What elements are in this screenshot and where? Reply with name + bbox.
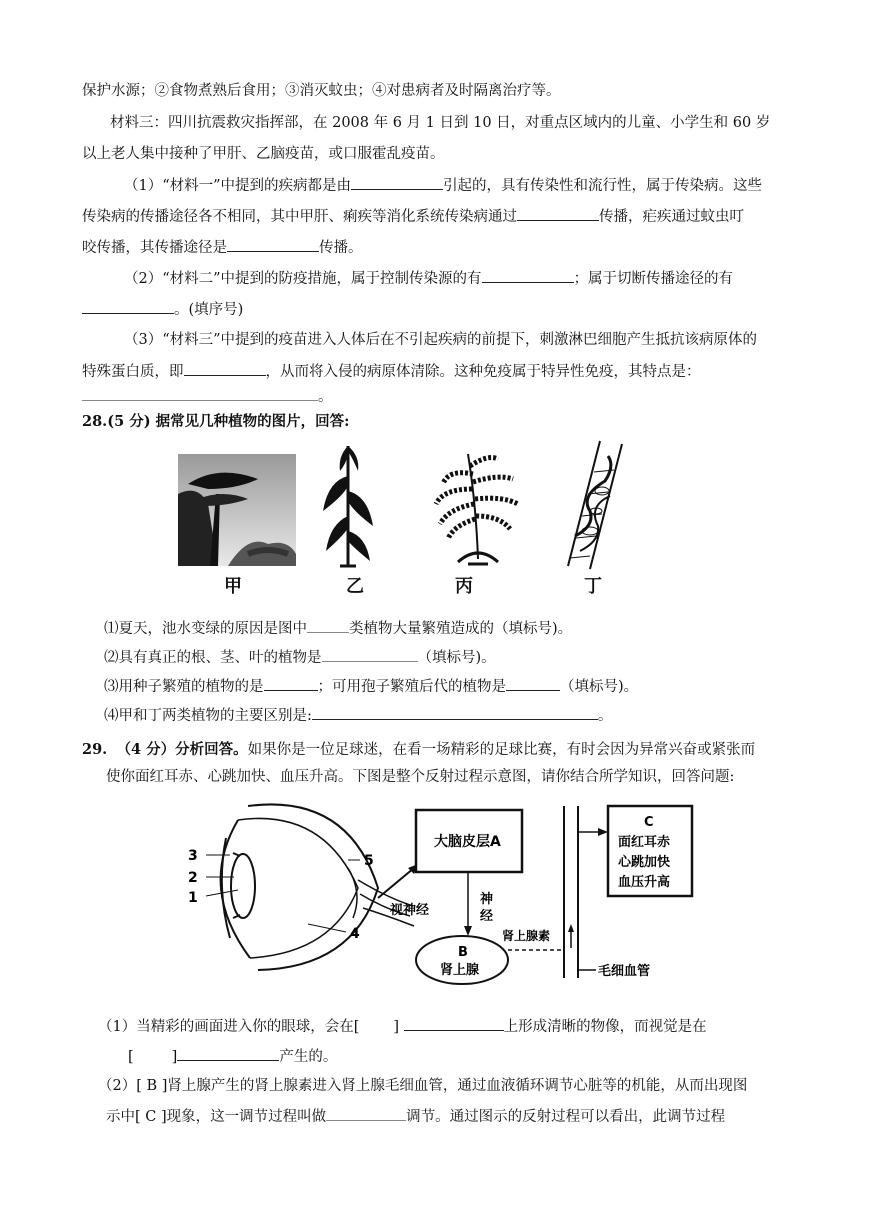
question-29-1 bbox=[98, 1016, 707, 1037]
capillary-label: 毛细血管 bbox=[598, 964, 651, 979]
question-text: ⑷甲和丁两类植物的主要区别是: bbox=[104, 708, 312, 724]
question-text: 类植物大量繁殖造成的（填标号)。 bbox=[349, 621, 573, 637]
response-flushed: 面红耳赤 bbox=[618, 835, 671, 850]
label-3: 3 bbox=[188, 848, 198, 864]
pine-tree-image bbox=[178, 454, 296, 566]
plant-label-bing: 丙 bbox=[455, 576, 473, 597]
answer-blank[interactable] bbox=[517, 206, 599, 221]
question-3-line: （3）“材料三”中提到的疫苗进入人体后在不引起疾病的前提下，刺激淋巴细胞产生抵抗该病原体的 bbox=[124, 332, 758, 348]
answer-blank[interactable] bbox=[312, 705, 598, 720]
response-heart: 心跳加快 bbox=[618, 855, 671, 870]
answer-blank[interactable] bbox=[326, 1106, 406, 1121]
answer-blank[interactable] bbox=[322, 647, 418, 662]
question-1-line bbox=[82, 206, 744, 227]
question-text: （填标号)。 bbox=[417, 650, 496, 666]
question-28-title: 28.(5 分) 据常见几种植物的图片，回答: bbox=[82, 413, 350, 430]
answer-blank[interactable] bbox=[82, 386, 318, 401]
question-29-1b bbox=[128, 1046, 337, 1067]
question-text: 示中[ C ]现象，这一调节过程叫做 bbox=[106, 1109, 327, 1125]
question-text: 特殊蛋白质，即 bbox=[82, 364, 184, 380]
question-2-line bbox=[124, 268, 733, 289]
question-29-2b bbox=[106, 1106, 725, 1127]
response-letter: C bbox=[644, 815, 654, 830]
adrenal-gland-label: 肾上腺 bbox=[440, 963, 480, 978]
question-text: ；属于切断传播途径的有 bbox=[573, 271, 734, 287]
question-text: 产生的。 bbox=[279, 1049, 338, 1065]
question-number: 29. bbox=[82, 741, 108, 758]
question-text: 上形成清晰的物像，而视觉是在 bbox=[503, 1019, 707, 1035]
algae-image bbox=[560, 436, 630, 571]
moss-plant-image bbox=[318, 436, 378, 571]
question-text: 。(填序号) bbox=[174, 302, 244, 318]
question-29-text: 使你面红耳赤、心跳加快、血压升高。下图是整个反射过程示意图，请你结合所学知识，回答问题: bbox=[106, 769, 735, 785]
question-text: ⑶用种子繁殖的植物的是 bbox=[104, 679, 264, 695]
lens bbox=[231, 854, 255, 918]
question-28-3 bbox=[104, 676, 638, 697]
answer-blank[interactable] bbox=[307, 618, 349, 633]
answer-blank[interactable] bbox=[184, 361, 266, 376]
answer-blank[interactable] bbox=[351, 175, 443, 190]
plant-figure bbox=[178, 436, 648, 596]
question-text: ，从而将入侵的病原体清除。这种免疫属于特异性免疫，其特点是： bbox=[265, 364, 701, 380]
nerve-label-2: 经 bbox=[480, 909, 494, 924]
label-2: 2 bbox=[188, 870, 198, 886]
plant-label-yi: 乙 bbox=[346, 576, 364, 597]
question-text: （1）“材料一”中提到的疾病都是由 bbox=[124, 178, 352, 194]
question-text: [ bbox=[128, 1049, 134, 1065]
fern-plant-image bbox=[428, 444, 528, 569]
cerebral-cortex-label: 大脑皮层A bbox=[434, 834, 501, 850]
question-3-line bbox=[82, 361, 701, 382]
plant-label-ding: 丁 bbox=[584, 576, 602, 597]
question-text: （填标号)。 bbox=[560, 679, 639, 695]
question-2-line bbox=[82, 299, 243, 320]
question-text: 。 bbox=[597, 708, 613, 724]
question-text: ] bbox=[393, 1019, 400, 1035]
question-text: 咬传播，其传播途径是 bbox=[82, 240, 227, 256]
eyeball-outline bbox=[248, 804, 378, 970]
question-29-2: （2）[ B ]肾上腺产生的肾上腺素进入肾上腺毛细血管，通过血液循环调节心脏等的机能，从而出现图 bbox=[98, 1078, 748, 1094]
question-text: 传播。 bbox=[319, 240, 363, 256]
question-text: 如果你是一位足球迷，在看一场精彩的足球比赛，有时会因为异常兴奋或紧张而 bbox=[247, 742, 756, 758]
question-text: ] bbox=[171, 1049, 178, 1065]
question-text: 。 bbox=[318, 389, 333, 405]
question-text: ；可用孢子繁殖后代的植物是 bbox=[317, 679, 506, 695]
reflex-diagram bbox=[178, 798, 698, 990]
question-heading: （4 分）分析回答。 bbox=[116, 741, 248, 758]
question-text: 调节。通过图示的反射过程可以看出，此调节过程 bbox=[406, 1109, 726, 1125]
question-text: ⑵具有真正的根、茎、叶的植物是 bbox=[104, 650, 322, 666]
answer-blank[interactable] bbox=[506, 676, 560, 691]
question-29-title bbox=[82, 740, 755, 760]
label-4: 4 bbox=[350, 926, 360, 942]
question-3-line bbox=[82, 386, 333, 407]
question-text: ⑴夏天，池水变绿的原因是图中 bbox=[104, 621, 307, 637]
question-28-4 bbox=[104, 705, 612, 726]
adrenaline-label: 肾上腺素 bbox=[502, 929, 551, 943]
question-28-1 bbox=[104, 618, 572, 639]
optic-nerve-label: 视神经 bbox=[390, 903, 430, 918]
question-text: 引起的，具有传染性和流行性，属于传染病。这些 bbox=[443, 178, 763, 194]
label-1: 1 bbox=[188, 890, 198, 906]
response-pressure: 血压升高 bbox=[618, 875, 671, 890]
answer-blank[interactable] bbox=[404, 1016, 504, 1031]
label-5: 5 bbox=[364, 853, 374, 869]
question-text: （1）当精彩的画面进入你的眼球，会在[ bbox=[98, 1019, 360, 1035]
question-text: 传播，疟疾通过蚊虫叮 bbox=[599, 209, 744, 225]
answer-blank[interactable] bbox=[227, 237, 319, 252]
question-1-line bbox=[124, 175, 762, 196]
nerve-label-1: 神 bbox=[480, 892, 494, 907]
plant-label-jia: 甲 bbox=[224, 576, 242, 597]
text-line: 保护水源；②食物煮熟后食用；③消灭蚊虫；④对患病者及时隔离治疗等。 bbox=[82, 83, 561, 99]
answer-blank[interactable] bbox=[482, 268, 574, 283]
answer-blank[interactable] bbox=[177, 1046, 279, 1061]
text-line: 以上老人集中接种了甲肝、乙脑疫苗，或口服霍乱疫苗。 bbox=[82, 146, 445, 162]
gland-letter: B bbox=[458, 945, 468, 960]
answer-blank[interactable] bbox=[82, 299, 174, 314]
answer-blank[interactable] bbox=[264, 676, 318, 691]
question-text: （2）“材料二”中提到的防疫措施，属于控制传染源的有 bbox=[124, 271, 482, 287]
question-text: 传染病的传播途径各不相同，其中甲肝、痢疾等消化系统传染病通过 bbox=[82, 209, 517, 225]
question-1-line bbox=[82, 237, 363, 258]
material-three-line: 材料三：四川抗震救灾指挥部，在 2008 年 6 月 1 日到 10 日，对重点区域内的儿童、小学生和 60 岁 bbox=[110, 115, 771, 131]
question-28-2 bbox=[104, 647, 496, 668]
